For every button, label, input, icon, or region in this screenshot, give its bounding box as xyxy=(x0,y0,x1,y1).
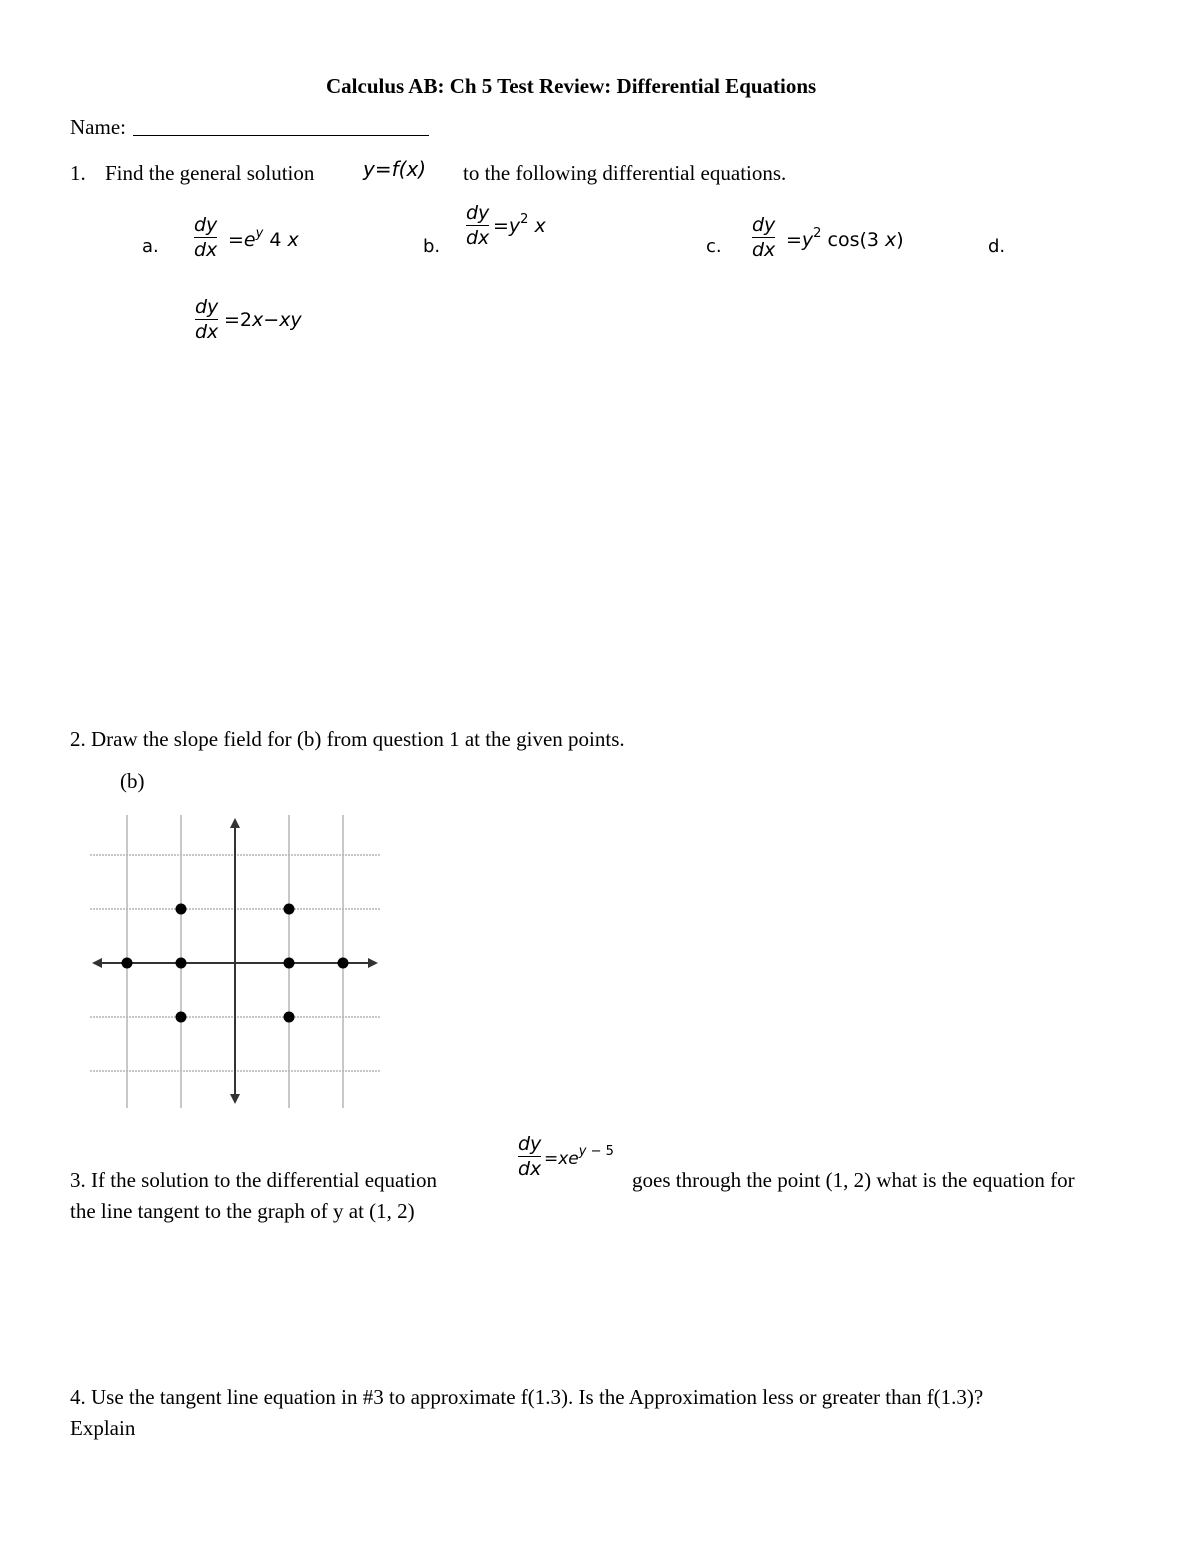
q3-text-part3: the line tangent to the graph of y at (1, 2) xyxy=(70,1199,415,1223)
q1d-label: d. xyxy=(988,236,1006,257)
q1c-label: c. xyxy=(706,236,722,257)
slope-field-point xyxy=(176,904,187,915)
y-axis-arrow-up xyxy=(230,818,240,828)
slope-field-point xyxy=(338,958,349,969)
slope-field-point xyxy=(176,958,187,969)
slope-field-point xyxy=(284,904,295,915)
q3-text-part2: goes through the point (1, 2) what is the equation for xyxy=(632,1168,1075,1192)
q3-fraction: dy dx xyxy=(518,1133,542,1180)
x-axis-arrow-left xyxy=(92,958,102,968)
q1b-rhs: $=y^2$ x xyxy=(493,212,546,237)
q1a-label: a. xyxy=(142,236,159,257)
q3-rhs: $=xe^{y - 5}$ xyxy=(544,1144,614,1169)
q1c-fraction: dy dx xyxy=(752,214,776,261)
x-axis-arrow-right xyxy=(368,958,378,968)
q1d-rhs: =2x−xy xyxy=(224,309,302,331)
slope-field-graph[interactable] xyxy=(80,810,390,1115)
q1-text-after: to the following differential equations. xyxy=(463,161,787,185)
page-title: Calculus AB: Ch 5 Test Review: Differential Equations xyxy=(326,74,817,98)
slope-field-point xyxy=(122,958,133,969)
q1a-fraction: dy dx xyxy=(194,214,218,261)
q1a-rhs: $=e^y$ 4 x xyxy=(228,226,299,251)
slope-field-point xyxy=(284,1012,295,1023)
slope-field-point xyxy=(284,958,295,969)
q4-line2: Explain xyxy=(70,1416,136,1440)
q3-text-part1: 3. If the solution to the differential equation xyxy=(70,1168,438,1192)
q2-text: 2. Draw the slope field for (b) from question 1 at the given points. xyxy=(70,727,625,751)
q2-graph-label: (b) xyxy=(120,769,145,793)
q1d-fraction: dy dx xyxy=(195,296,219,343)
y-axis-arrow-down xyxy=(230,1094,240,1104)
q1-number: 1. xyxy=(70,161,86,185)
q1-text-before: Find the general solution xyxy=(105,161,315,185)
q1-function-expr: y=f(x) xyxy=(363,157,427,181)
q1b-fraction: dy dx xyxy=(466,202,490,249)
slope-field-point xyxy=(176,1012,187,1023)
q4-line1: 4. Use the tangent line equation in #3 to approximate f(1.3). Is the Approximation less or greater than f(1.3)? xyxy=(70,1385,984,1409)
name-label: Name: xyxy=(70,115,126,139)
q1c-rhs: $=y^2$ cos(3 x) xyxy=(786,226,904,251)
name-field[interactable] xyxy=(133,135,429,136)
q1b-label: b. xyxy=(423,236,441,257)
